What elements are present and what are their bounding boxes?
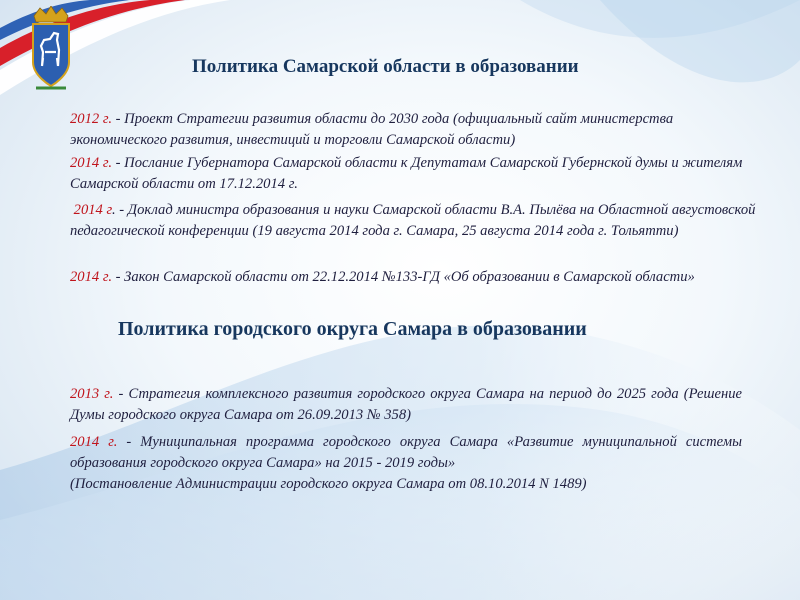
entry-text: - Послание Губернатора Самарской области к Депутатам Самарской Губернской думы и жителям Самарской области от 17.12.2014 г.	[70, 155, 743, 192]
entry-year: 2012 г.	[70, 111, 112, 127]
list-item	[70, 432, 742, 495]
section2-title: Политика городского округа Самара в образовании	[118, 318, 587, 340]
entry-text-tail: (Постановление Администрации городского округа Самара от 08.10.2014 N 1489)	[70, 476, 587, 492]
entry-text: - Муниципальная программа городского округа Самара «Развитие муниципальной системы образования городского округа Самара» на 2015 - 2019 годы»	[70, 434, 742, 471]
list-item	[70, 109, 760, 151]
entry-text: - Закон Самарской области от 22.12.2014 №133-ГД «Об образовании в Самарской области»	[112, 269, 695, 285]
list-item	[70, 267, 760, 288]
entry-text: - Проект Стратегии развития области до 2030 года (официальный сайт министерства экономического развития, инвестиций и торговли Самарской области)	[70, 111, 674, 148]
entry-text: . - Доклад министра образования и науки Самарской области В.А. Пылёва на Областной августовской педагогической конференции (19 августа 2014 года г. Самара, 25 августа 2014 года г. Тольятти)	[70, 202, 756, 239]
entry-year: 2014 г	[73, 202, 112, 218]
entry-year: 2013 г.	[70, 386, 114, 402]
list-item	[70, 384, 742, 426]
samara-oblast-coat-of-arms-icon	[28, 6, 74, 92]
entry-year: 2014 г.	[70, 434, 118, 450]
section1-title: Политика Самарской области в образовании	[192, 56, 579, 77]
entry-text: - Стратегия комплексного развития городского округа Самара на период до 2025 года (Решение Думы городского округа Самара от 26.09.2013 № 358)	[70, 386, 742, 423]
entry-year: 2014 г.	[70, 269, 112, 285]
list-item	[70, 153, 760, 195]
list-item	[70, 200, 760, 242]
entry-year: 2014 г.	[70, 155, 112, 171]
